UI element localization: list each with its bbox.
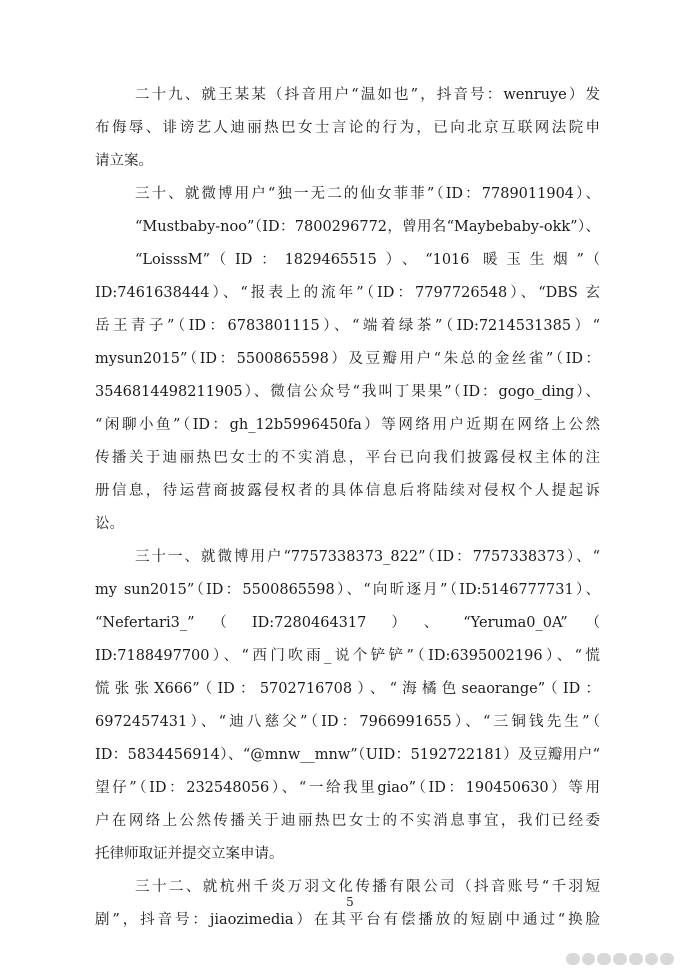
paragraph-line: my sun2015”（ID：5500865598）、“向昕逐月”（ID:5146777731）、 (95, 582, 600, 598)
paragraph-31 (95, 541, 600, 871)
paragraph-line: 三十、就微博用户“独一无二的仙女菲菲”（ID：7789011904）、 (135, 186, 600, 202)
watermark (566, 950, 674, 968)
watermark-mark (629, 953, 643, 965)
paragraph-line: 3546814498211905）、微信公众号“我叫丁果果”（ID：gogo_ding）、 (95, 384, 600, 400)
paragraph-30 (95, 178, 600, 541)
paragraph-line: “LoisssM”（ID：1829465515）、“1016 暖玉生烟”（ (135, 252, 600, 268)
paragraph-line: 慌张张X666”（ID：5702716708）、“海橘色seaorange”（ID： (95, 681, 600, 697)
paragraph-line: 岳王青子”（ID：6783801115）、“端着绿茶”（ID:7214531385）“ (95, 318, 600, 334)
paragraph-line: “Mustbaby-noo”（ID：7800296772，曾用名“Maybebaby-okk”）、 (135, 219, 600, 235)
paragraph-line: 6972457431）、“迪八慈父”（ID：7966991655）、“三铜钱先生”（ (95, 714, 600, 730)
watermark-mark (613, 953, 627, 965)
paragraph-line: ID:7461638444）、“报表上的流年”（ID：7797726548）、“DBS 玄 (95, 285, 600, 301)
watermark-mark (645, 953, 659, 965)
paragraph-line: 二十九、就王某某（抖音用户“温如也”，抖音号：wenruye）发 (135, 87, 600, 103)
paragraph-line: 请立案。 (95, 153, 153, 169)
paragraph-line: 布侮辱、诽谤艺人迪丽热巴女士言论的行为，已向北京互联网法院申 (95, 120, 600, 136)
paragraph-line: 望仔”（ID：232548056）、“一给我里giao”（ID：190450630）等用 (95, 780, 600, 796)
paragraph-line: mysun2015”（ID：5500865598）及豆瓣用户“朱总的金丝雀”（ID： (95, 351, 600, 367)
paragraph-line: “Nefertari3_”（ID:7280464317）、“Yeruma0_0A”（ (95, 615, 600, 631)
paragraph-line: 剧”，抖音号：jiaozimedia）在其平台有偿播放的短剧中通过“换脸 (95, 912, 600, 928)
page-number: 5 (346, 895, 354, 909)
paragraph-line: 讼。 (95, 516, 124, 532)
watermark-mark (660, 953, 674, 965)
watermark-mark (582, 953, 596, 965)
paragraph-line: 传播关于迪丽热巴女士的不实消息，平台已向我们披露侵权主体的注 (95, 450, 600, 466)
paragraph-line: 三十二、就杭州千炎万羽文化传播有限公司（抖音账号“千羽短 (135, 879, 600, 895)
paragraph-line: 三十一、就微博用户“7757338373_822”（ID：7757338373）、“ (135, 549, 600, 565)
paragraph-line: 户在网络上公然传播关于迪丽热巴女士的不实消息事宜，我们已经委 (95, 813, 600, 829)
paragraph-line: ID：5834456914）、“@mnw__mnw”（UID：5192722181）及豆瓣用户“ (95, 747, 600, 763)
document-body (95, 79, 600, 937)
paragraph-line: ID:7188497700）、“西门吹雨_说个铲铲”（ID:6395002196）、“慌 (95, 648, 600, 664)
paragraph-29 (95, 79, 600, 178)
paragraph-line: “闲聊小鱼”（ID：gh_12b5996450fa）等网络用户近期在网络上公然 (95, 417, 600, 433)
watermark-mark (566, 953, 580, 965)
watermark-mark (597, 953, 611, 965)
paragraph-line: 册信息，待运营商披露侵权者的具体信息后将陆续对侵权个人提起诉 (95, 483, 600, 499)
paragraph-line: 托律师取证并提交立案申请。 (95, 846, 284, 862)
